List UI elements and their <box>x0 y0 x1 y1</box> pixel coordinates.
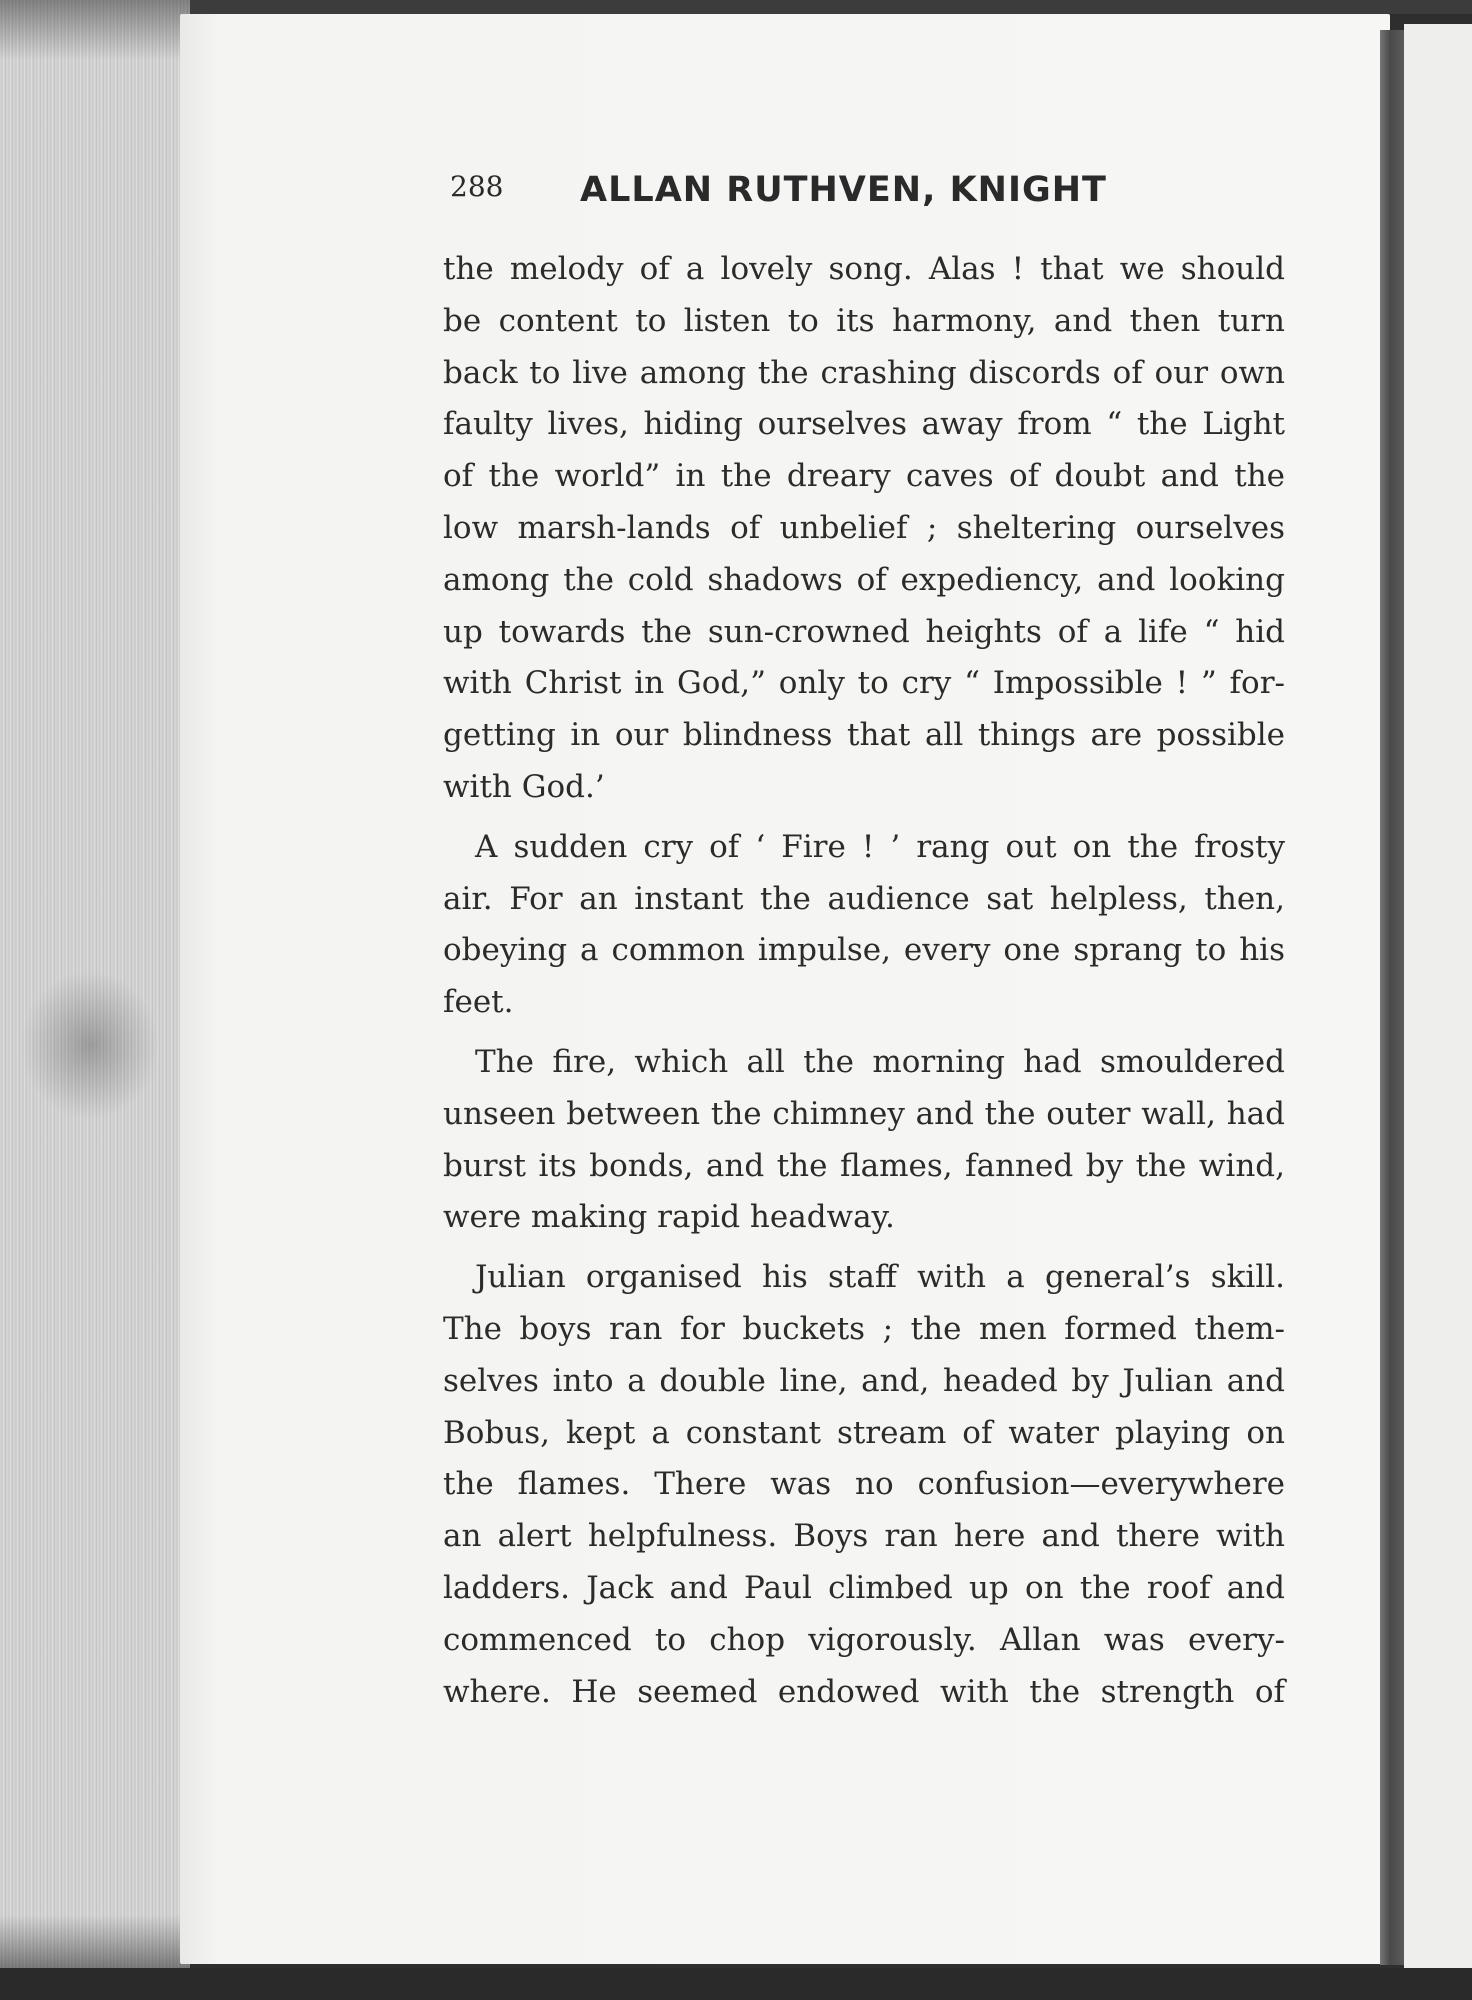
next-page-sliver <box>1404 24 1472 1974</box>
text-line: burst its bonds, and the flames, fanned by the wind, <box>443 1147 1285 1184</box>
text-line: be content to listen to its harmony, and then turn <box>443 302 1285 339</box>
page-gutter <box>1380 30 1404 1965</box>
scan-bottom-border <box>0 1968 1472 2000</box>
text-line: the flames. There was no confusion—everywhere <box>443 1466 1285 1503</box>
text-line: were making rapid headway. <box>443 1199 895 1236</box>
page-number: 288 <box>450 170 504 203</box>
text-line: air. For an instant the audience sat helpless, then, <box>443 880 1285 917</box>
text-line: The boys ran for buckets ; the men formed them- <box>443 1310 1285 1347</box>
text-line: feet. <box>443 984 514 1021</box>
body-text <box>443 244 1285 1726</box>
text-line: back to live among the crashing discords of our own <box>443 354 1285 391</box>
text-line: The fire, which all the morning had smouldered <box>475 1043 1285 1080</box>
page-header <box>450 170 1290 230</box>
text-line: ladders. Jack and Paul climbed up on the roof and <box>443 1569 1285 1606</box>
text-line: among the cold shadows of expediency, and looking <box>443 561 1285 598</box>
text-line: A sudden cry of ‘ Fire ! ’ rang out on the frosty <box>475 828 1285 865</box>
text-line: Bobus, kept a constant stream of water playing on <box>443 1414 1285 1451</box>
paragraph <box>443 822 1285 1029</box>
text-line: Julian organised his staff with a general’s skill. <box>475 1259 1285 1296</box>
text-line: getting in our blindness that all things are possible <box>443 717 1285 754</box>
text-line: faulty lives, hiding ourselves away from “ the Light <box>443 406 1285 443</box>
text-line: obeying a common impulse, every one sprang to his <box>443 932 1285 969</box>
scan-top-border <box>0 0 1472 14</box>
paragraph <box>443 1037 1285 1244</box>
text-line: unseen between the chimney and the outer wall, had <box>443 1095 1285 1132</box>
running-title: ALLAN RUTHVEN, KNIGHT <box>580 170 1107 210</box>
text-line: selves into a double line, and, headed by Julian and <box>443 1362 1285 1399</box>
paragraph <box>443 244 1285 814</box>
page-edge-shadow-top <box>0 0 190 60</box>
page-edge-stack <box>0 0 190 1975</box>
text-line: of the world” in the dreary caves of doubt and the <box>443 458 1285 495</box>
text-line: low marsh-lands of unbelief ; sheltering ourselves <box>443 509 1285 546</box>
text-line: commenced to chop vigorously. Allan was every- <box>443 1621 1285 1658</box>
paragraph <box>443 1252 1285 1718</box>
text-line: with God.’ <box>443 768 605 805</box>
page-edge-shadow-bottom <box>0 1915 190 1975</box>
text-line: the melody of a lovely song. Alas ! that we should <box>443 251 1285 287</box>
text-line: an alert helpfulness. Boys ran here and there with <box>443 1518 1285 1555</box>
text-line: up towards the sun-crowned heights of a life “ hid <box>443 613 1285 650</box>
text-line: where. He seemed endowed with the strength of <box>443 1673 1285 1710</box>
page-edge-smudge <box>20 970 160 1120</box>
text-line: with Christ in God,” only to cry “ Impossible ! ” for- <box>443 665 1285 702</box>
